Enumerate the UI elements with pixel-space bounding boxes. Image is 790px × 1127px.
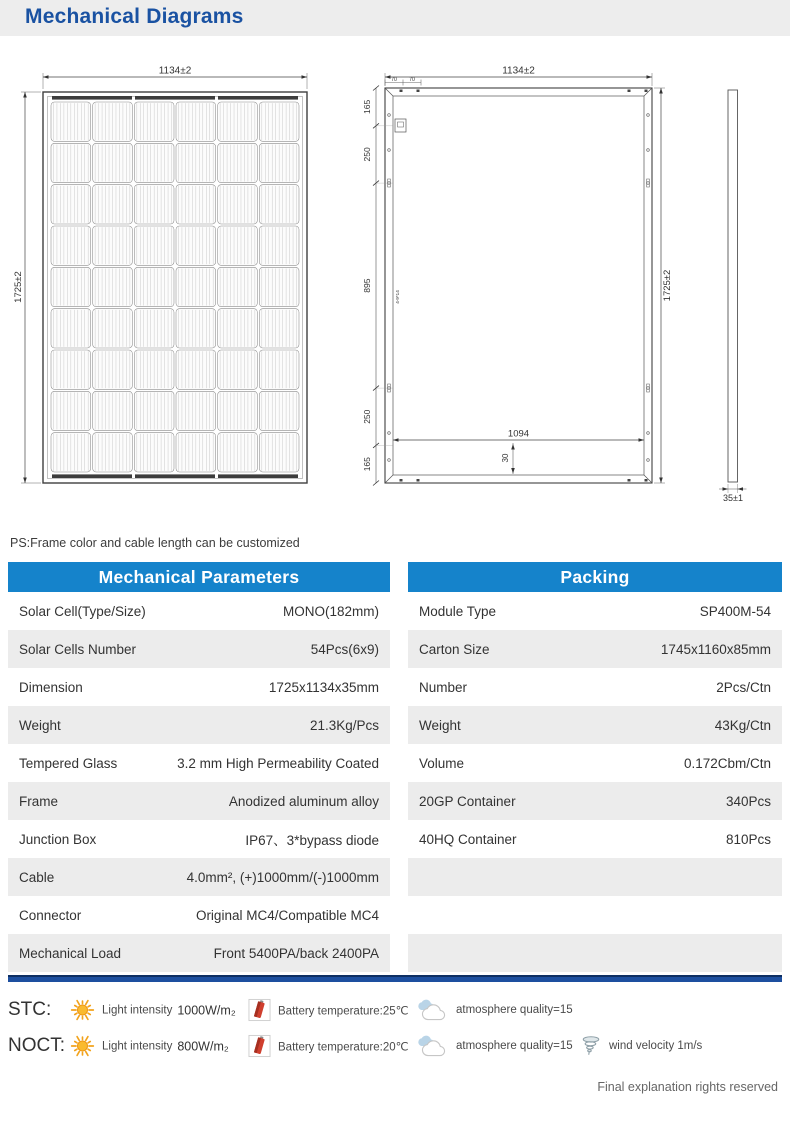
table-row [8, 744, 390, 782]
condition-value: 1000W/m₂ [177, 1003, 236, 1017]
row-value: Original MC4/Compatible MC4 [195, 907, 379, 923]
condition-text: wind velocity 1m/s [609, 1040, 703, 1052]
row-value: 1745x1160x85mm [660, 641, 771, 657]
row-value: IP67、3*bypass diode [245, 833, 379, 848]
test-condition-row-noct [0, 1028, 790, 1064]
table-row [8, 858, 390, 896]
row-label: Weight [19, 717, 61, 733]
row-label: Solar Cells Number [19, 641, 137, 657]
row-value: 810Pcs [725, 831, 771, 847]
condition-item [70, 1034, 229, 1059]
svg-text:1094: 1094 [507, 428, 530, 440]
table-row [408, 592, 782, 630]
row-value: 4.0mm², (+)1000mm/(-)1000mm [186, 869, 379, 885]
condition-item [248, 1035, 409, 1058]
row-value: 2Pcs/Ctn [716, 679, 771, 695]
table-row [8, 820, 390, 858]
svg-text:4-9*14: 4-9*14 [395, 290, 400, 304]
front-view-drawing [13, 66, 307, 484]
svg-text:250: 250 [362, 409, 372, 424]
row-label: Number [419, 679, 468, 695]
ps-note: PS:Frame color and cable length can be customized [10, 536, 300, 550]
svg-text:70: 70 [409, 77, 415, 83]
condition-text: atmosphere quality=15 [456, 1004, 573, 1016]
condition-text: Light intensity [102, 1040, 173, 1052]
row-label: Junction Box [19, 831, 97, 847]
svg-text:35±1: 35±1 [723, 493, 743, 503]
table-row [408, 706, 782, 744]
sun-icon [70, 998, 95, 1023]
svg-text:165: 165 [362, 99, 372, 114]
table-row [408, 630, 782, 668]
svg-text:1134±2: 1134±2 [502, 65, 535, 77]
table-row [408, 858, 782, 896]
row-label: 20GP Container [419, 793, 516, 809]
row-label: Weight [419, 717, 461, 733]
row-label: Connector [19, 907, 82, 923]
svg-text:250: 250 [362, 147, 372, 162]
test-condition-row-stc [0, 992, 790, 1028]
page-footer: Final explanation rights reserved [597, 1080, 778, 1094]
condition-name: NOCT: [8, 1035, 65, 1056]
table-row [408, 782, 782, 820]
table-row [408, 820, 782, 858]
condition-text: atmosphere quality=15 [456, 1040, 573, 1052]
table-row [8, 630, 390, 668]
condition-item [248, 999, 409, 1022]
sun-icon [70, 1034, 95, 1059]
table-row [408, 934, 782, 972]
row-value: 21.3Kg/Pcs [309, 717, 379, 733]
condition-item [416, 997, 573, 1023]
table-row [8, 782, 390, 820]
row-label: Mechanical Load [19, 945, 122, 961]
condition-text: Light intensity [102, 1004, 173, 1016]
table-row [8, 592, 390, 630]
back-view-drawing [362, 66, 673, 486]
row-value: Front 5400PA/back 2400PA [213, 945, 379, 961]
wind-icon [580, 1035, 602, 1057]
table-row [408, 744, 782, 782]
table-row [408, 668, 782, 706]
row-label: Carton Size [419, 641, 490, 657]
row-value: 340Pcs [725, 793, 771, 809]
row-value: 54Pcs(6x9) [310, 641, 379, 657]
svg-text:70: 70 [391, 77, 397, 83]
row-label: 40HQ Container [419, 831, 517, 847]
svg-text:30: 30 [501, 453, 510, 463]
condition-text: Battery temperature:20℃ [278, 1041, 409, 1053]
svg-text:1725±2: 1725±2 [13, 271, 24, 303]
battery-icon [248, 999, 271, 1022]
mechanical-drawings [0, 0, 790, 530]
row-value: 0.172Cbm/Ctn [683, 755, 771, 771]
svg-text:1134±2: 1134±2 [158, 65, 192, 77]
clouds-icon [416, 1033, 449, 1059]
side-view-drawing [719, 90, 747, 503]
packing-table [408, 562, 782, 972]
table-title: Packing [408, 562, 782, 592]
condition-item [580, 1035, 702, 1057]
table-title: Mechanical Parameters [8, 562, 390, 592]
row-label: Dimension [19, 679, 83, 695]
row-value: MONO(182mm) [282, 603, 379, 619]
page-title: Mechanical Diagrams [25, 5, 244, 28]
row-value: 3.2 mm High Permeability Coated [177, 755, 379, 771]
table-bottom-bar [8, 975, 782, 982]
row-value: Anodized aluminum alloy [228, 793, 379, 809]
row-label: Frame [19, 793, 59, 809]
condition-text: Battery temperature:25℃ [278, 1005, 409, 1017]
row-label: Tempered Glass [19, 755, 118, 771]
mechanical-parameters-table [8, 562, 390, 972]
table-row [8, 896, 390, 934]
condition-name: STC: [8, 999, 52, 1020]
svg-text:1725±2: 1725±2 [662, 269, 673, 302]
svg-text:165: 165 [362, 457, 372, 472]
row-label: Module Type [419, 603, 497, 619]
row-label: Solar Cell(Type/Size) [19, 603, 146, 619]
row-value: SP400M-54 [699, 603, 771, 619]
condition-value: 800W/m₂ [177, 1039, 229, 1053]
row-value: 1725x1134x35mm [268, 679, 379, 695]
table-row [8, 706, 390, 744]
table-row [8, 668, 390, 706]
table-row [408, 896, 782, 934]
svg-text:895: 895 [362, 278, 372, 293]
row-value: 43Kg/Ctn [714, 717, 771, 733]
battery-icon [248, 1035, 271, 1058]
table-row [8, 934, 390, 972]
clouds-icon [416, 997, 449, 1023]
condition-item [70, 998, 236, 1023]
row-label: Cable [19, 869, 55, 885]
condition-item [416, 1033, 573, 1059]
row-label: Volume [419, 755, 465, 771]
